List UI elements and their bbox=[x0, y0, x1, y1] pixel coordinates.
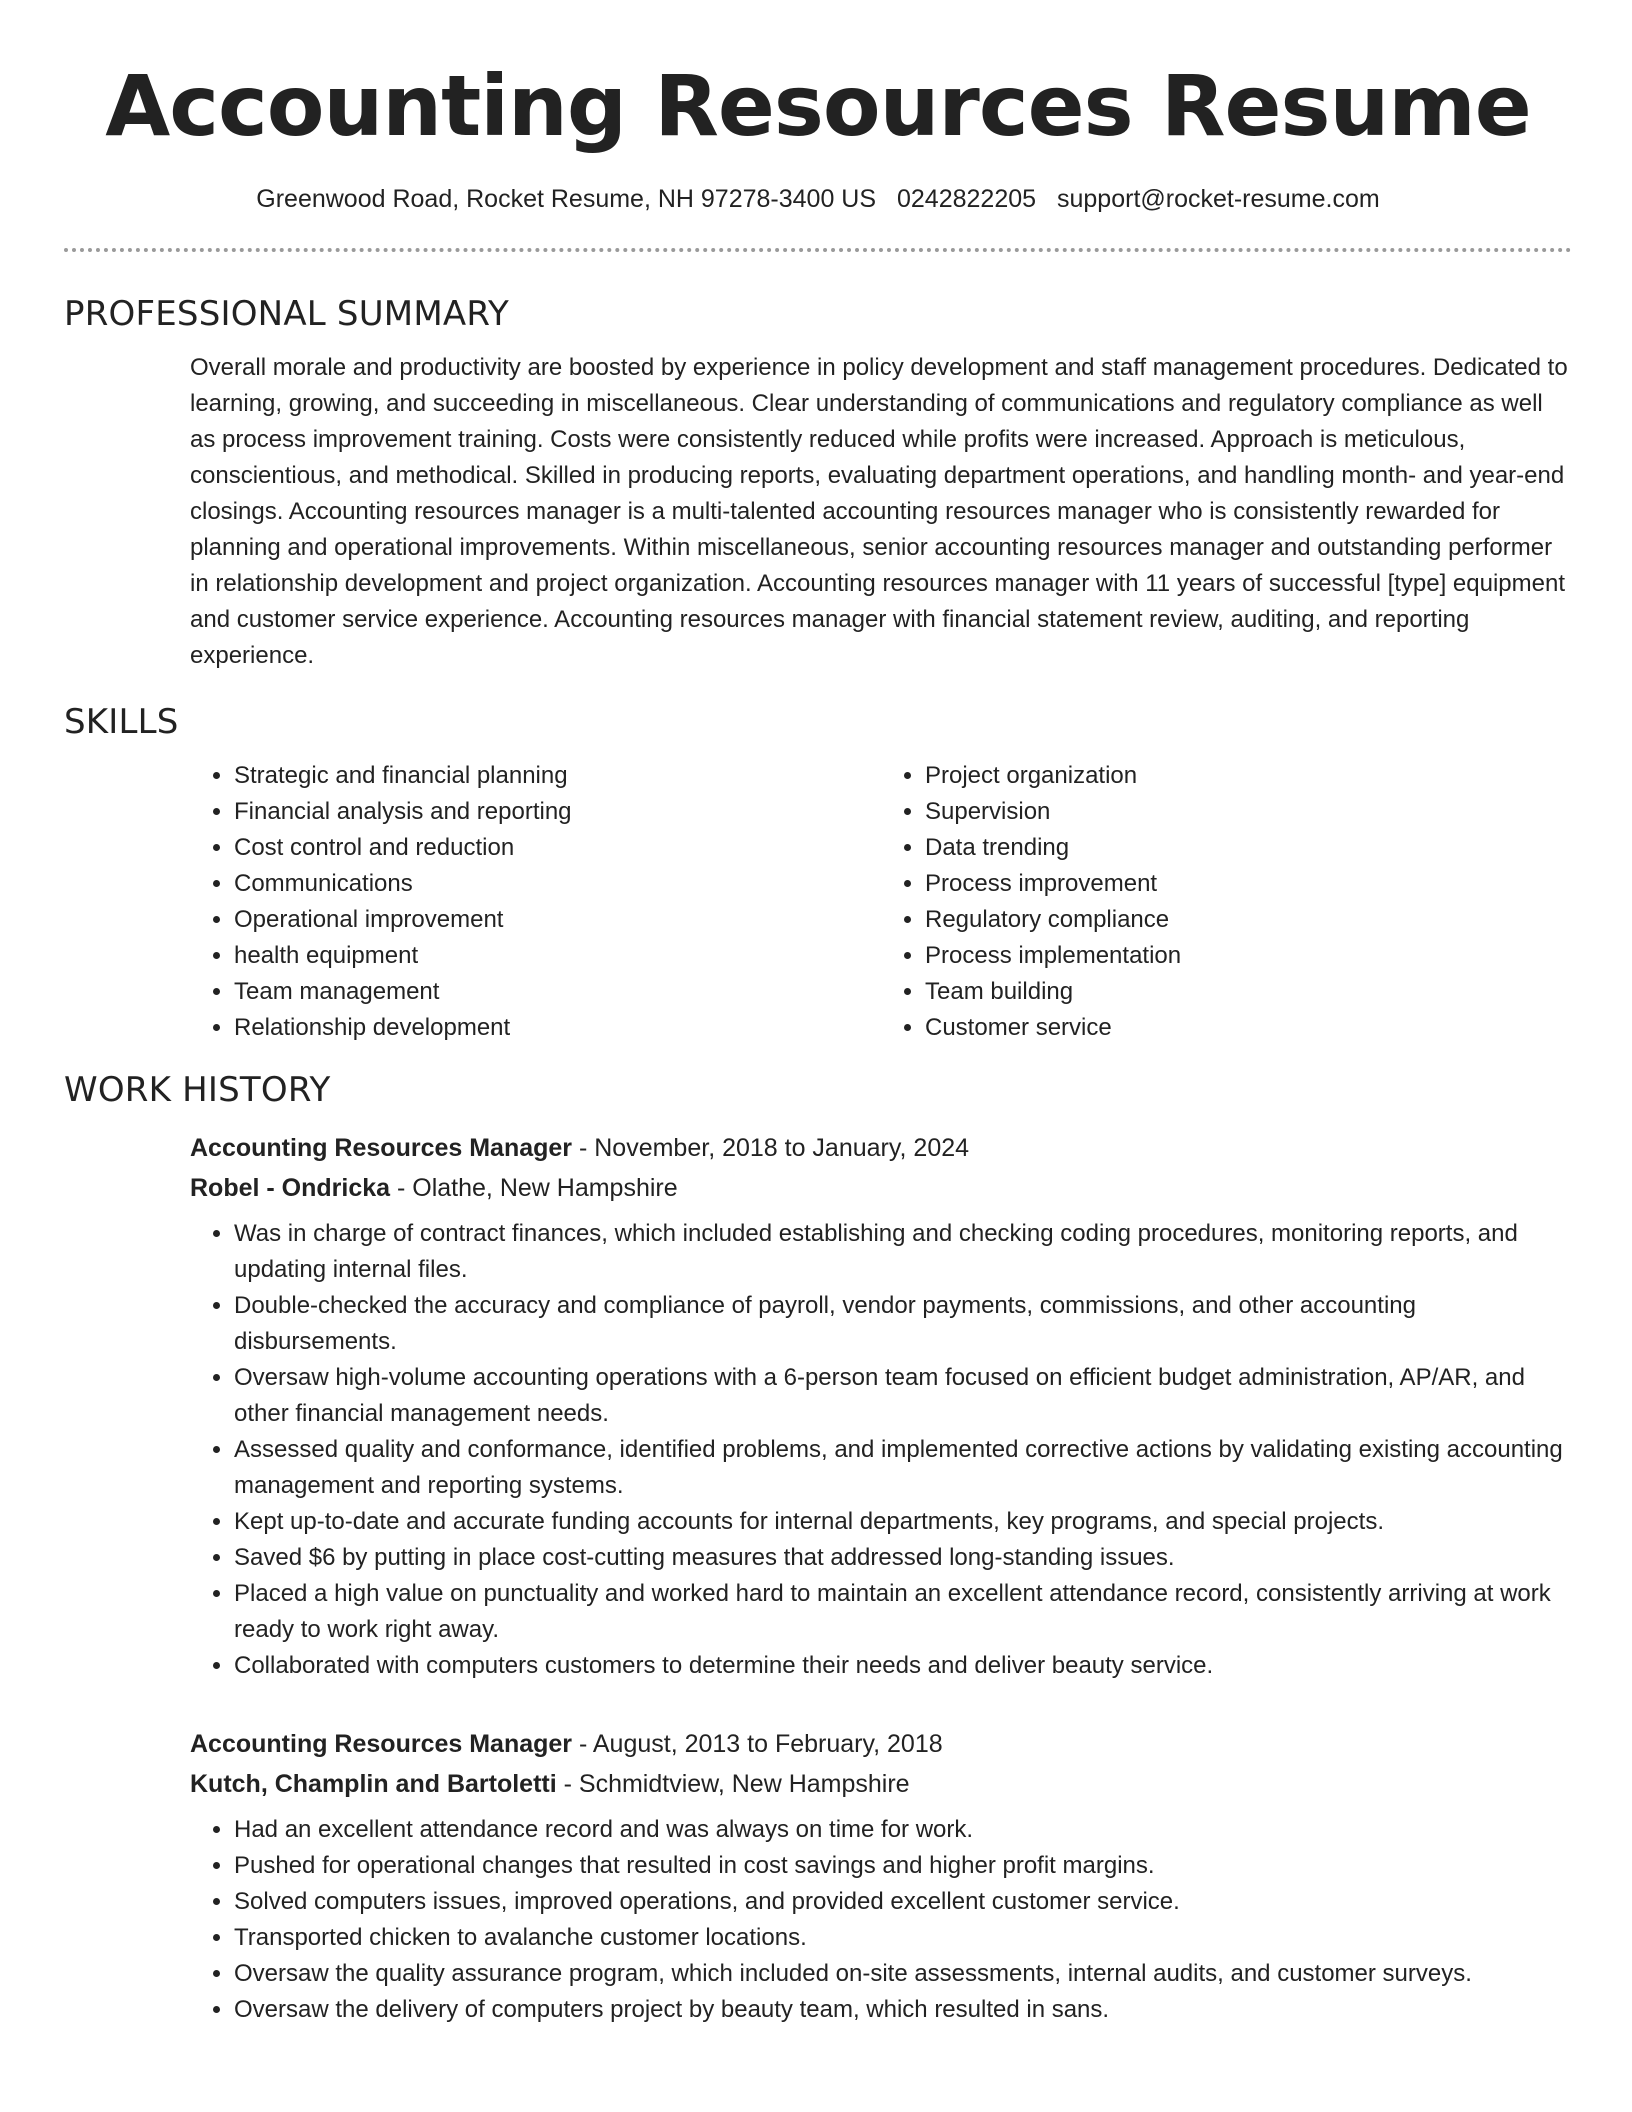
skill-item: • Regulatory compliance bbox=[925, 902, 1572, 938]
skill-item: • Cost control and reduction bbox=[234, 830, 881, 866]
job-company-line bbox=[190, 1168, 1572, 1208]
section-title-work-history: WORK HISTORY bbox=[64, 1070, 331, 1110]
contact-phone: 0242822205 bbox=[897, 185, 1037, 213]
skill-item: • Data trending bbox=[925, 830, 1572, 866]
job-location: - Schmidtview, New Hampshire bbox=[556, 1770, 910, 1798]
job-entry bbox=[190, 1128, 1572, 1684]
contact-address: Greenwood Road, Rocket Resume, NH 97278-3400 US bbox=[256, 185, 877, 213]
skill-item: • health equipment bbox=[234, 938, 881, 974]
skill-item: • Financial analysis and reporting bbox=[234, 794, 881, 830]
job-bullet: • Oversaw high-volume accounting operations with a 6-person team focused on efficient budget administration, AP/AR, and other financial management needs. bbox=[234, 1360, 1572, 1432]
job-company: Robel - Ondricka bbox=[190, 1174, 391, 1202]
resume-title: Accounting Resources Resume bbox=[105, 57, 1531, 155]
job-bullet: • Assessed quality and conformance, identified problems, and implemented corrective actions by validating existing accounting management and reporting systems. bbox=[234, 1432, 1572, 1504]
job-location: - Olathe, New Hampshire bbox=[390, 1174, 678, 1202]
job-bullets bbox=[190, 1216, 1572, 1684]
job-dates: - August, 2013 to February, 2018 bbox=[572, 1730, 943, 1758]
skill-item: • Strategic and financial planning bbox=[234, 758, 881, 794]
job-role-line bbox=[190, 1724, 1572, 1764]
skill-item: • Relationship development bbox=[234, 1010, 881, 1046]
skill-item: • Team building bbox=[925, 974, 1572, 1010]
skill-item: • Process improvement bbox=[925, 866, 1572, 902]
skill-item: • Operational improvement bbox=[234, 902, 881, 938]
job-role-line bbox=[190, 1128, 1572, 1168]
job-role: Accounting Resources Manager bbox=[190, 1730, 573, 1758]
job-bullet: • Collaborated with computers customers to determine their needs and deliver beauty service. bbox=[234, 1648, 1572, 1684]
skill-item: • Communications bbox=[234, 866, 881, 902]
skill-item: • Customer service bbox=[925, 1010, 1572, 1046]
summary-text: Overall morale and productivity are boosted by experience in policy development and staff management procedures. Dedicated to learning, growing, and succeeding in miscellaneous. Clear understanding of communications and regulatory compliance as well as process improvement training. Costs were consistently reduced while profits were increased. Approach is meticulous, conscientious, and methodical. Skilled in producing reports, evaluating department operations, and handling month- and year-end closings. Accounting resources manager is a multi-talented accounting resources manager who is consistently rewarded for planning and operational improvements. Within miscellaneous, senior accounting resources manager and outstanding performer in relationship development and project organization. Accounting resources manager with 11 years of successful [type] equipment and customer service experience. Accounting resources manager with financial statement review, auditing, and reporting experience. bbox=[190, 354, 1568, 669]
job-bullet: • Transported chicken to avalanche customer locations. bbox=[234, 1920, 1572, 1956]
job-company: Kutch, Champlin and Bartoletti bbox=[190, 1770, 557, 1798]
skill-item: • Project organization bbox=[925, 758, 1572, 794]
job-bullet: • Saved $6 by putting in place cost-cutting measures that addressed long-standing issues. bbox=[234, 1540, 1572, 1576]
job-bullet: • Placed a high value on punctuality and worked hard to maintain an excellent attendance record, consistently arriving at work ready to work right away. bbox=[234, 1576, 1572, 1648]
skills-column-left bbox=[190, 758, 881, 1046]
section-title-summary: PROFESSIONAL SUMMARY bbox=[64, 294, 509, 334]
job-role: Accounting Resources Manager bbox=[190, 1134, 573, 1162]
job-bullet: • Solved computers issues, improved operations, and provided excellent customer service. bbox=[234, 1884, 1572, 1920]
header-divider bbox=[64, 248, 1572, 252]
job-dates: - November, 2018 to January, 2024 bbox=[572, 1134, 970, 1162]
resume-page bbox=[64, 0, 1572, 2028]
job-entry bbox=[190, 1724, 1572, 2028]
skill-item: • Process implementation bbox=[925, 938, 1572, 974]
job-bullet: • Double-checked the accuracy and compliance of payroll, vendor payments, commissions, and other accounting disbursements. bbox=[234, 1288, 1572, 1360]
skill-item: • Team management bbox=[234, 974, 881, 1010]
job-bullet: • Had an excellent attendance record and was always on time for work. bbox=[234, 1812, 1572, 1848]
job-bullet: • Was in charge of contract finances, which included establishing and checking coding procedures, monitoring reports, and updating internal files. bbox=[234, 1216, 1572, 1288]
job-bullet: • Pushed for operational changes that resulted in cost savings and higher profit margins. bbox=[234, 1848, 1572, 1884]
skills-column-right bbox=[881, 758, 1572, 1046]
job-company-line bbox=[190, 1764, 1572, 1804]
skills-list bbox=[190, 758, 1572, 1046]
skill-item: • Supervision bbox=[925, 794, 1572, 830]
section-title-skills: SKILLS bbox=[64, 702, 179, 742]
job-bullet: • Oversaw the quality assurance program, which included on-site assessments, internal audits, and customer surveys. bbox=[234, 1956, 1572, 1992]
contact-email: support@rocket-resume.com bbox=[1057, 185, 1380, 213]
job-bullets bbox=[190, 1812, 1572, 2028]
job-bullet: • Oversaw the delivery of computers project by beauty team, which resulted in sans. bbox=[234, 1992, 1572, 2028]
contact-line bbox=[64, 182, 1572, 216]
job-bullet: • Kept up-to-date and accurate funding accounts for internal departments, key programs, and special projects. bbox=[234, 1504, 1572, 1540]
